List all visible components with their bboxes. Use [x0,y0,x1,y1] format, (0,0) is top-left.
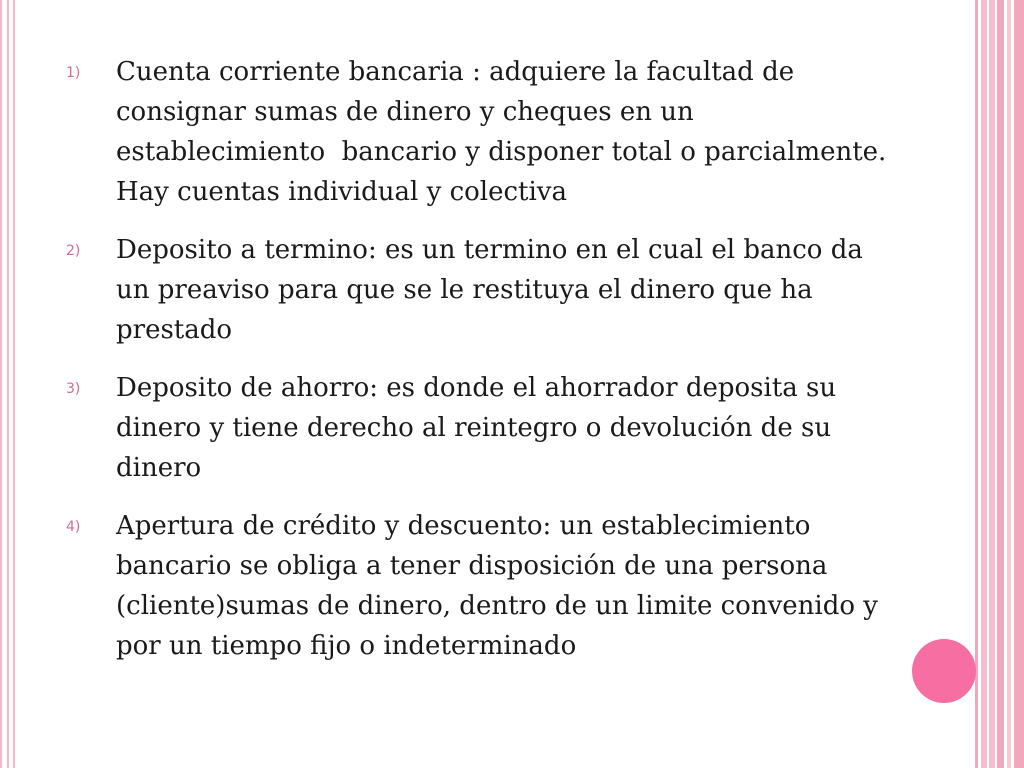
list-item-number: 3) [66,381,81,397]
list-item-text: Apertura de crédito y descuento: un establecimiento bancario se obliga a tener disposición de una persona (cliente)sumas de dinero, dentro de un limite convenido y por un tiempo fijo o indeterminado [116,511,887,661]
right-border-stripe [989,0,995,768]
right-border-stripe [975,0,978,768]
left-border-stripe [0,0,2,768]
list-item-number: 2) [66,243,81,259]
right-border-stripe [1014,0,1024,768]
left-border-stripe [7,0,9,768]
right-border-stripe [1007,0,1011,768]
list-item [66,368,896,488]
list-item-number: 1) [66,65,81,81]
list-item-number: 4) [66,519,81,535]
list-item [66,52,896,212]
right-border-stripe [981,0,987,768]
list-item-text: Deposito de ahorro: es donde el ahorrador deposita su dinero y tiene derecho al reintegro o devolución de su dinero [116,373,845,483]
list-item [66,506,896,666]
list-item-text: Deposito a termino: es un termino en el cual el banco da un preaviso para que se le restituya el dinero que ha prestado [116,235,872,345]
list-item [66,230,896,350]
left-border-stripe [13,0,15,768]
right-border-stripe [997,0,1004,768]
list-item-text: Cuenta corriente bancaria : adquiere la facultad de consignar sumas de dinero y cheques en un establecimiento bancario y disponer total o parcialmente. Hay cuentas individual y colectiva [116,57,895,207]
numbered-list [66,52,896,684]
decorative-pink-circle [912,639,976,703]
